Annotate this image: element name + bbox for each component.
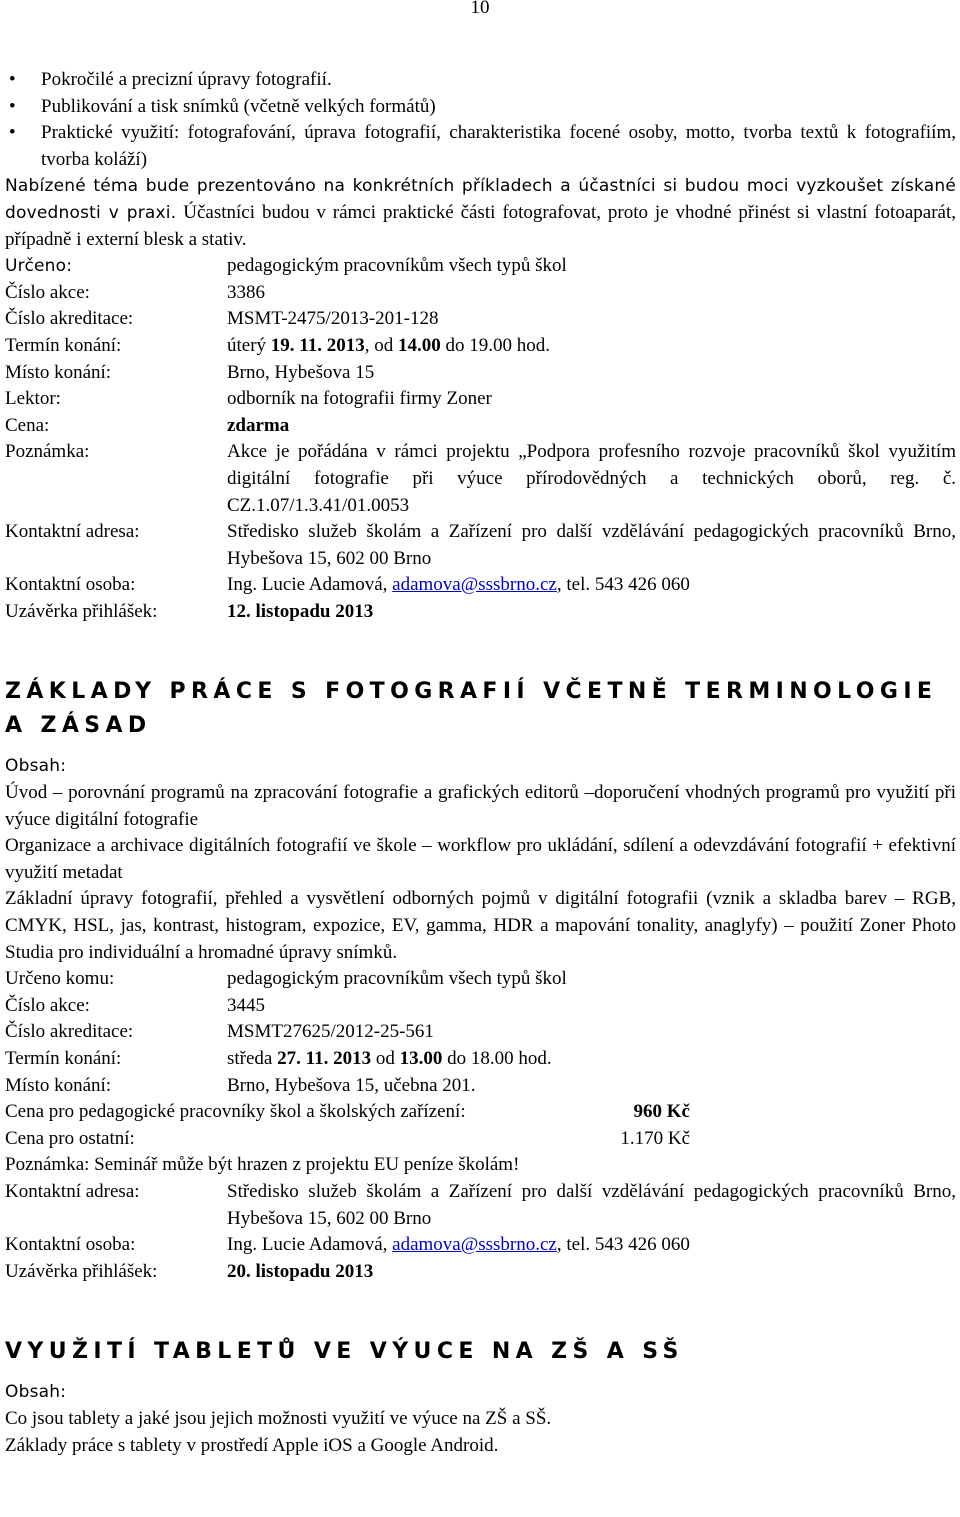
info-label: Číslo akce: <box>5 994 90 1016</box>
info-label: Kontaktní osoba: <box>5 1234 136 1256</box>
info-label: Určeno: <box>5 256 73 277</box>
info-row-urceno <box>5 253 956 280</box>
contact-phone: , tel. 543 426 060 <box>556 1234 690 1256</box>
termin-date: 27. 11. 2013 <box>277 1048 372 1069</box>
section-heading: VYUŽITÍ TABLETŮ VE VÝUCE NA ZŠ A SŠ <box>5 1339 684 1365</box>
info-row-uzaverka <box>5 1259 956 1286</box>
obsah-label: Obsah: <box>5 1382 67 1403</box>
info-label: Uzávěrka přihlášek: <box>5 1260 158 1282</box>
info-row-termin <box>5 1046 956 1073</box>
price-value: 960 Kč <box>633 1101 690 1123</box>
info-label: Kontaktní adresa: <box>5 521 140 543</box>
termin-start: 14.00 <box>398 334 441 356</box>
contact-name: Ing. Lucie Adamová, <box>227 1234 393 1256</box>
info-label: Poznámka: <box>5 441 90 463</box>
termin-from-text: od <box>371 1048 400 1069</box>
info-value: MSMT27625/2012-25-561 <box>227 1021 434 1043</box>
price-row-ostatni <box>5 1126 956 1153</box>
note-line: Poznámka: Seminář může být hrazen z projektu EU peníze školám! <box>5 1154 520 1176</box>
bullet-list <box>5 67 956 173</box>
info-value: odborník na fotografii firmy Zoner <box>227 388 492 410</box>
info-label: Číslo akreditace: <box>5 308 134 330</box>
page-number: 10 <box>470 0 490 18</box>
email-link[interactable]: adamova@sssbrno.cz <box>392 574 557 596</box>
contact-phone: , tel. 543 426 060 <box>556 574 690 596</box>
info-row-uzaverka <box>5 599 956 626</box>
info-label: Lektor: <box>5 388 61 410</box>
info-row-akreditace <box>5 306 956 333</box>
info-value: MSMT-2475/2013-201-128 <box>227 308 439 330</box>
info-value <box>227 333 956 360</box>
intro-serif-text: Účastníci budou v rámci praktické části fotografovat, proto je vhodné přinést si vlastní fotoaparát, případně i externí blesk a stativ. <box>5 201 956 250</box>
bullet-item: • Publikování a tisk snímků (včetně velkých formátů) <box>5 94 956 121</box>
info-label: Kontaktní adresa: <box>5 1180 140 1202</box>
info-value: 12. listopadu 2013 <box>227 600 374 622</box>
info-row-cislo-akce <box>5 993 956 1020</box>
info-value <box>227 1232 956 1259</box>
info-row-kontakt-osoba <box>5 572 956 599</box>
info-value: Brno, Hybešova 15, učebna 201. <box>227 1074 476 1096</box>
termin-date: 19. 11. 2013 <box>270 334 365 356</box>
info-label: Místo konání: <box>5 361 112 383</box>
info-row-kontakt-osoba <box>5 1232 956 1259</box>
termin-start: 13.00 <box>399 1048 443 1069</box>
email-link[interactable]: adamova@sssbrno.cz <box>392 1234 557 1256</box>
info-value <box>227 1046 956 1073</box>
intro-paragraph <box>5 173 956 253</box>
info-label: Uzávěrka přihlášek: <box>5 600 158 622</box>
info-value: pedagogickým pracovníkům všech typů škol <box>227 968 567 990</box>
content-paragraph: Organizace a archivace digitálních fotografií ve škole – workflow pro ukládání, sdílení a odevzdávání fotografií + efektivní využití metadat <box>5 835 956 883</box>
info-value: Středisko služeb školám a Zařízení pro další vzdělávání pedagogických pracovníků Brno, Hybešova 15, 602 00 Brno <box>227 521 956 569</box>
page-content <box>5 67 956 1459</box>
intro-sans-text: Nabízené téma bude prezentováno na konkrétních příkladech a účastníci si budou moci vyzkoušet získané dovednosti v praxi. <box>5 176 956 223</box>
info-label: Termín konání: <box>5 1048 122 1069</box>
info-row-misto <box>5 1073 956 1100</box>
info-value: 20. listopadu 2013 <box>227 1260 374 1282</box>
info-label: Kontaktní osoba: <box>5 574 136 596</box>
info-value: Akce je pořádána v rámci projektu „Podpora profesního rozvoje pracovníků škol využitím digitální fotografie při výuce přírodovědných a technických oborů, reg. č. CZ.1.07/1.3.41/01.0053 <box>227 441 956 516</box>
content-line: Co jsou tablety a jaké jsou jejich možnosti využití ve výuce na ZŠ a SŠ. <box>5 1407 552 1429</box>
info-value: Středisko služeb školám a Zařízení pro další vzdělávání pedagogických pracovníků Brno, Hybešova 15, 602 00 Brno <box>227 1180 956 1229</box>
price-label: Cena pro pedagogické pracovníky škol a školských zařízení: <box>5 1101 466 1123</box>
info-row-cislo-akce <box>5 280 956 307</box>
content-line: Základy práce s tablety v prostředí Apple iOS a Google Android. <box>5 1434 499 1456</box>
info-row-poznamka <box>5 439 956 519</box>
price-row-pedagog <box>5 1099 956 1126</box>
info-row-misto <box>5 360 956 387</box>
bullet-item: • Praktické využití: fotografování, úprava fotografií, charakteristika focené osoby, motto, tvorba textů k fotografiím, tvorba koláží) <box>5 120 956 173</box>
info-row-akreditace <box>5 1019 956 1046</box>
info-value: zdarma <box>227 414 290 436</box>
info-value: Brno, Hybešova 15 <box>227 361 375 383</box>
info-label: Číslo akce: <box>5 281 90 303</box>
info-row-termin <box>5 333 956 360</box>
info-row-kontakt-adresa <box>5 519 956 572</box>
info-label: Určeno komu: <box>5 968 115 990</box>
price-label: Cena pro ostatní: <box>5 1127 135 1149</box>
obsah-label: Obsah: <box>5 756 67 777</box>
bullet-item: • Pokročilé a precizní úpravy fotografií. <box>5 67 956 94</box>
info-row-urceno <box>5 966 956 993</box>
info-value: 3445 <box>227 994 265 1016</box>
termin-end: do 18.00 hod. <box>442 1048 552 1069</box>
info-row-kontakt-adresa <box>5 1179 956 1232</box>
termin-from-text: , od <box>364 334 398 356</box>
info-value <box>227 572 956 599</box>
termin-day: středa <box>227 1048 278 1069</box>
info-row-cena <box>5 413 956 440</box>
info-row-lektor <box>5 386 956 413</box>
info-label: Místo konání: <box>5 1074 112 1096</box>
price-value: 1.170 Kč <box>620 1127 690 1149</box>
content-paragraph: Úvod – porovnání programů na zpracování fotografie a grafických editorů –doporučení vhodných programů pro využití při výuce digitální fotografie <box>5 782 956 830</box>
info-value: 3386 <box>227 281 265 303</box>
info-value: pedagogickým pracovníkům všech typů škol <box>227 255 567 277</box>
info-label: Cena: <box>5 414 50 436</box>
termin-end: do 19.00 hod. <box>440 334 550 356</box>
content-paragraph: Základní úpravy fotografií, přehled a vysvětlení odborných pojmů v digitální fotografii (vznik a skladba barev – RGB, CMYK, HSL, jas, kontrast, histogram, expozice, EV, gamma, HDR a mapování tonality, anaglyfy) – použití Zoner Photo Studia pro individuální a hromadné úpravy snímků. <box>5 888 956 963</box>
info-label: Číslo akreditace: <box>5 1021 134 1043</box>
section-heading: ZÁKLADY PRÁCE S FOTOGRAFIÍ VČETNĚ TERMINOLOGIE A ZÁSAD <box>5 679 938 739</box>
contact-name: Ing. Lucie Adamová, <box>227 574 393 596</box>
info-label: Termín konání: <box>5 334 122 356</box>
termin-day: úterý <box>227 334 271 356</box>
